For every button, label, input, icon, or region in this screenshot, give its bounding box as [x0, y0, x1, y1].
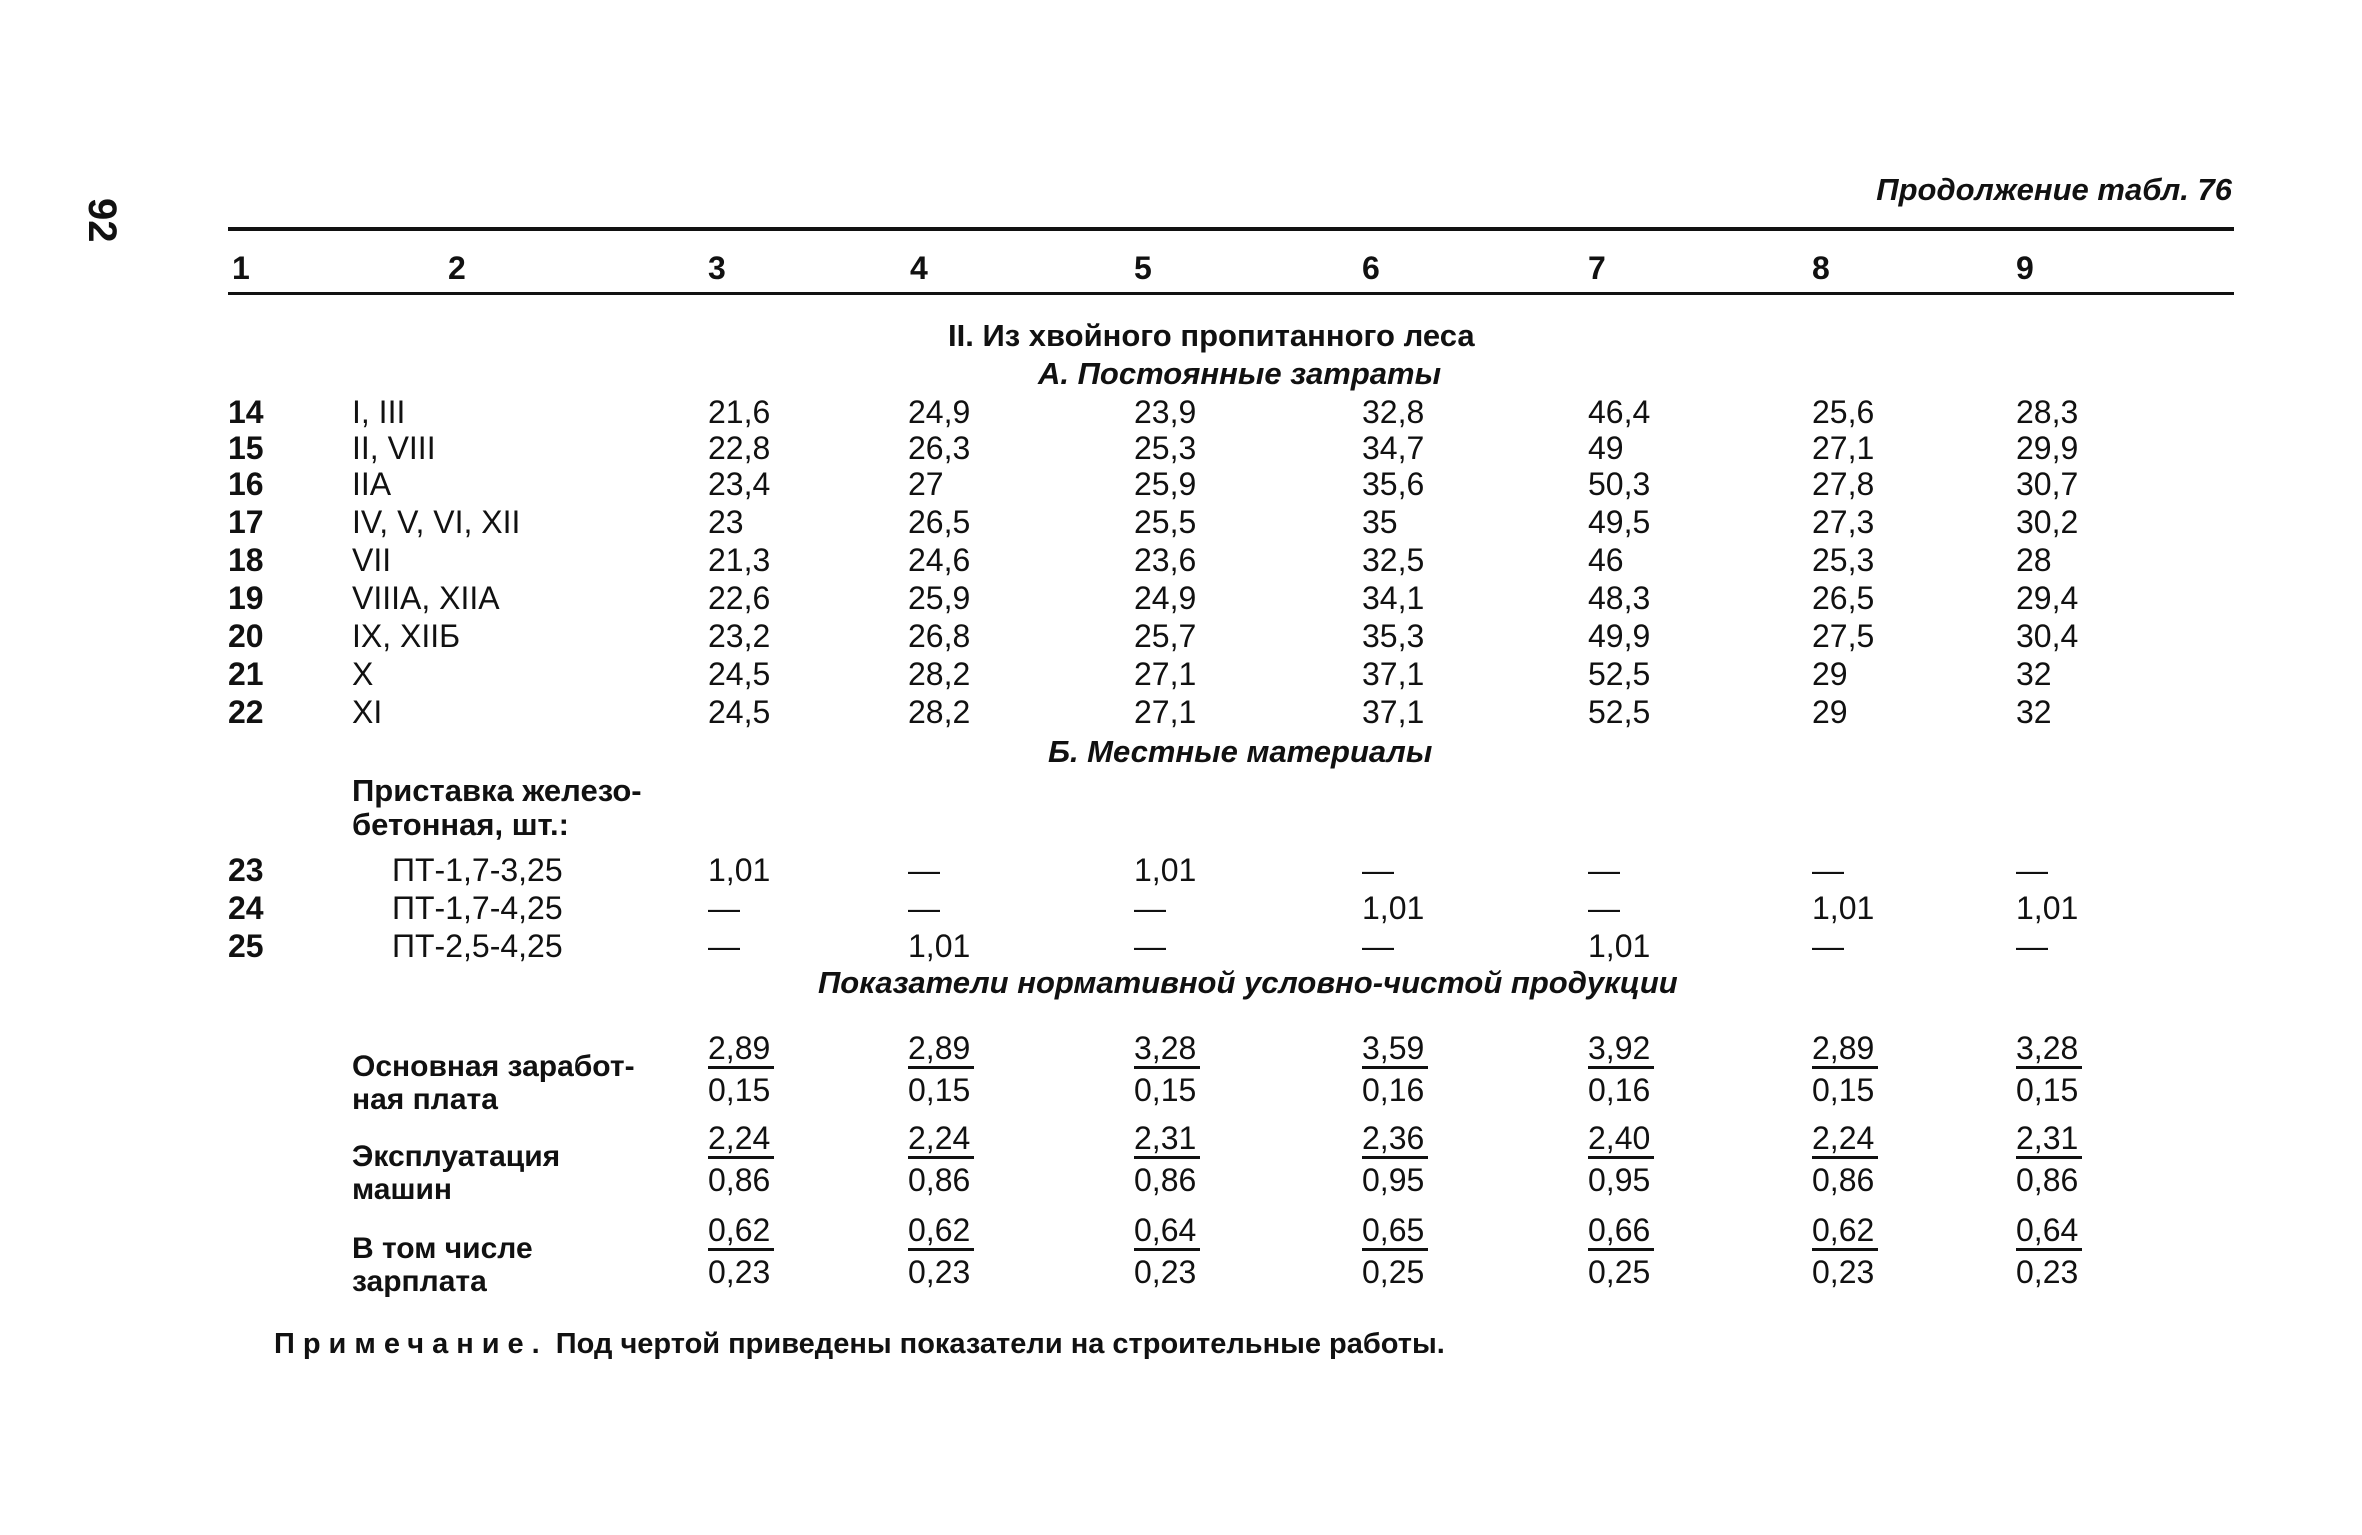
cell-value: — — [1812, 852, 1844, 888]
row-number: 19 — [228, 580, 264, 616]
row-name: IV, V, VI, XII — [352, 504, 521, 540]
fraction-numerator: 2,24 — [908, 1120, 974, 1159]
fraction-denominator: 0,86 — [2016, 1162, 2079, 1198]
fraction-numerator: 0,64 — [1134, 1212, 1200, 1251]
cell-value: 32 — [2016, 656, 2052, 692]
column-header: 6 — [1362, 250, 1380, 286]
cell-value: 30,4 — [2016, 618, 2079, 654]
fraction-cell — [1362, 1030, 1428, 1109]
fraction-numerator: 0,65 — [1362, 1212, 1428, 1251]
row-name: ПТ-2,5-4,25 — [392, 928, 563, 964]
cell-value: 26,3 — [908, 430, 971, 466]
cell-value: 25,9 — [908, 580, 971, 616]
subsection-a: А. Постоянные затраты — [1038, 356, 1442, 391]
indicator-label-line: В том числе — [352, 1232, 533, 1265]
indicator-label-line: зарплата — [352, 1265, 487, 1298]
row-number: 20 — [228, 618, 264, 654]
cell-value: 29,9 — [2016, 430, 2079, 466]
cell-value: — — [1362, 852, 1394, 888]
cell-value: 25,5 — [1134, 504, 1197, 540]
section-title: II. Из хвойного пропитанного леса — [948, 318, 1475, 353]
fraction-denominator: 0,15 — [708, 1072, 771, 1108]
table-row — [0, 542, 2362, 580]
fraction-denominator: 0,25 — [1588, 1254, 1651, 1290]
cell-value: 28 — [2016, 542, 2052, 578]
row-number: 17 — [228, 504, 264, 540]
row-number: 16 — [228, 466, 264, 502]
fraction-cell — [908, 1212, 974, 1291]
cell-value: 22,6 — [708, 580, 771, 616]
fraction-denominator: 0,23 — [908, 1254, 971, 1290]
row-name: VII — [352, 542, 392, 578]
fraction-numerator: 2,24 — [1812, 1120, 1878, 1159]
cell-value: 23,9 — [1134, 394, 1197, 430]
fraction-denominator: 0,95 — [1362, 1162, 1425, 1198]
cell-value: 30,7 — [2016, 466, 2079, 502]
row-number: 24 — [228, 890, 264, 926]
fraction-numerator: 0,62 — [1812, 1212, 1878, 1251]
cell-value: 49,9 — [1588, 618, 1651, 654]
cell-value: — — [908, 890, 940, 926]
fraction-denominator: 0,86 — [1134, 1162, 1197, 1198]
table-row — [0, 928, 2362, 966]
indicator-label-line: Основная заработ- — [352, 1050, 635, 1083]
cell-value: 21,3 — [708, 542, 771, 578]
fraction-numerator: 2,89 — [1812, 1030, 1878, 1069]
cell-value: 22,8 — [708, 430, 771, 466]
fraction-denominator: 0,95 — [1588, 1162, 1651, 1198]
row-number: 22 — [228, 694, 264, 730]
fraction-numerator: 3,59 — [1362, 1030, 1428, 1069]
fraction-cell — [1588, 1030, 1654, 1109]
fraction-numerator: 2,89 — [908, 1030, 974, 1069]
table-top-rule — [228, 227, 2234, 231]
cell-value: 48,3 — [1588, 580, 1651, 616]
cell-value: 32 — [2016, 694, 2052, 730]
cell-value: 1,01 — [1134, 852, 1197, 888]
cell-value: 21,6 — [708, 394, 771, 430]
row-name: X — [352, 656, 374, 692]
fraction-numerator: 2,40 — [1588, 1120, 1654, 1159]
cell-value: 1,01 — [2016, 890, 2079, 926]
fraction-numerator: 0,66 — [1588, 1212, 1654, 1251]
fraction-denominator: 0,86 — [1812, 1162, 1875, 1198]
row-name: II, VIII — [352, 430, 436, 466]
cell-value: 32,5 — [1362, 542, 1425, 578]
cell-value: 24,6 — [908, 542, 971, 578]
cell-value: 28,2 — [908, 656, 971, 692]
cell-value: 34,7 — [1362, 430, 1425, 466]
fraction-cell — [1134, 1120, 1200, 1199]
indicator-label-line: Эксплуатация — [352, 1140, 561, 1173]
fraction-cell — [708, 1120, 774, 1199]
cell-value: 23,4 — [708, 466, 771, 502]
cell-value: 25,3 — [1134, 430, 1197, 466]
column-header: 7 — [1588, 250, 1606, 286]
row-number: 18 — [228, 542, 264, 578]
column-header: 3 — [708, 250, 726, 286]
cell-value: 37,1 — [1362, 656, 1425, 692]
cell-value: 34,1 — [1362, 580, 1425, 616]
fraction-cell — [2016, 1030, 2082, 1109]
cell-value: 50,3 — [1588, 466, 1651, 502]
table-row — [0, 580, 2362, 618]
fraction-cell — [1588, 1212, 1654, 1291]
cell-value: — — [1134, 928, 1166, 964]
cell-value: 27,3 — [1812, 504, 1875, 540]
cell-value: 1,01 — [708, 852, 771, 888]
cell-value: 30,2 — [2016, 504, 2079, 540]
fraction-numerator: 0,62 — [708, 1212, 774, 1251]
cell-value: — — [708, 928, 740, 964]
cell-value: — — [908, 852, 940, 888]
fraction-cell — [1362, 1120, 1428, 1199]
row-number: 23 — [228, 852, 264, 888]
fraction-numerator: 2,89 — [708, 1030, 774, 1069]
cell-value: 23,6 — [1134, 542, 1197, 578]
note-text: Под чертой приведены показатели на строительные работы. — [547, 1328, 1445, 1360]
row-name: VIIIA, XIIA — [352, 580, 500, 616]
fraction-numerator: 2,36 — [1362, 1120, 1428, 1159]
fraction-numerator: 0,62 — [908, 1212, 974, 1251]
cell-value: 28,3 — [2016, 394, 2079, 430]
cell-value: 32,8 — [1362, 394, 1425, 430]
row-name: IIA — [352, 466, 392, 502]
continuation-title: Продолжение табл. 76 — [1876, 172, 2232, 207]
cell-value: — — [2016, 928, 2048, 964]
cell-value: 29 — [1812, 656, 1848, 692]
column-header: 5 — [1134, 250, 1152, 286]
indicator-label — [352, 1050, 662, 1116]
column-header: 1 — [232, 250, 250, 286]
cell-value: 24,5 — [708, 656, 771, 692]
cell-value: 49,5 — [1588, 504, 1651, 540]
column-header: 9 — [2016, 250, 2034, 286]
row-name: ПТ-1,7-4,25 — [392, 890, 563, 926]
fraction-cell — [1134, 1212, 1200, 1291]
fraction-numerator: 0,64 — [2016, 1212, 2082, 1251]
fraction-denominator: 0,86 — [708, 1162, 771, 1198]
cell-value: 26,5 — [1812, 580, 1875, 616]
cell-value: 1,01 — [908, 928, 971, 964]
column-header: 8 — [1812, 250, 1830, 286]
table-row — [0, 394, 2362, 432]
row-number: 25 — [228, 928, 264, 964]
fraction-denominator: 0,15 — [908, 1072, 971, 1108]
cell-value: — — [1588, 852, 1620, 888]
cell-value: 27,1 — [1134, 694, 1197, 730]
fraction-denominator: 0,23 — [2016, 1254, 2079, 1290]
fraction-denominator: 0,23 — [708, 1254, 771, 1290]
fraction-cell — [908, 1120, 974, 1199]
row-name: XI — [352, 694, 383, 730]
fraction-denominator: 0,25 — [1362, 1254, 1425, 1290]
table-row — [0, 504, 2362, 542]
note-word: Примечание. — [274, 1328, 548, 1360]
fraction-cell — [2016, 1120, 2082, 1199]
table-row — [0, 694, 2362, 732]
fraction-numerator: 2,24 — [708, 1120, 774, 1159]
cell-value: 25,6 — [1812, 394, 1875, 430]
fraction-numerator: 3,28 — [1134, 1030, 1200, 1069]
table-header-rule — [228, 292, 2234, 295]
cell-value: 29 — [1812, 694, 1848, 730]
cell-value: 37,1 — [1362, 694, 1425, 730]
indicator-label — [352, 1232, 662, 1298]
fraction-numerator: 3,28 — [2016, 1030, 2082, 1069]
cell-value: 27,5 — [1812, 618, 1875, 654]
fraction-cell — [1362, 1212, 1428, 1291]
fraction-denominator: 0,86 — [908, 1162, 971, 1198]
subsection-c: Показатели нормативной условно-чистой продукции — [818, 965, 1678, 1000]
cell-value: 26,5 — [908, 504, 971, 540]
fraction-cell — [1812, 1212, 1878, 1291]
cell-value: 1,01 — [1588, 928, 1651, 964]
indicator-label — [352, 1140, 662, 1206]
fraction-cell — [708, 1212, 774, 1291]
table-row — [0, 890, 2362, 928]
fraction-cell — [1812, 1120, 1878, 1199]
fraction-denominator: 0,15 — [1812, 1072, 1875, 1108]
cell-value: 24,9 — [1134, 580, 1197, 616]
cell-value: 27 — [908, 466, 944, 502]
cell-value: 52,5 — [1588, 694, 1651, 730]
cell-value: — — [2016, 852, 2048, 888]
cell-value: 26,8 — [908, 618, 971, 654]
column-header: 2 — [448, 250, 466, 286]
row-number: 14 — [228, 394, 264, 430]
cell-value: 52,5 — [1588, 656, 1651, 692]
column-header: 4 — [910, 250, 928, 286]
cell-value: 25,3 — [1812, 542, 1875, 578]
cell-value: 24,5 — [708, 694, 771, 730]
row-name: IX, XIIБ — [352, 618, 461, 654]
cell-value: 49 — [1588, 430, 1624, 466]
fraction-cell — [908, 1030, 974, 1109]
fraction-denominator: 0,16 — [1362, 1072, 1425, 1108]
fraction-numerator: 2,31 — [2016, 1120, 2082, 1159]
pristavka-label — [352, 774, 642, 842]
cell-value: 46,4 — [1588, 394, 1651, 430]
cell-value: — — [1362, 928, 1394, 964]
fraction-cell — [1812, 1030, 1878, 1109]
page-number: 92 — [80, 198, 124, 243]
pristavka-label-line: бетонная, шт.: — [352, 807, 569, 842]
fraction-numerator: 2,31 — [1134, 1120, 1200, 1159]
indicator-label-line: машин — [352, 1173, 453, 1206]
fraction-cell — [2016, 1212, 2082, 1291]
note — [274, 1328, 1445, 1361]
cell-value: 25,7 — [1134, 618, 1197, 654]
row-number: 15 — [228, 430, 264, 466]
cell-value: 27,8 — [1812, 466, 1875, 502]
row-number: 21 — [228, 656, 264, 692]
fraction-cell — [1588, 1120, 1654, 1199]
table-row — [0, 618, 2362, 656]
cell-value: 25,9 — [1134, 466, 1197, 502]
cell-value: 23,2 — [708, 618, 771, 654]
cell-value: 23 — [708, 504, 744, 540]
cell-value: 35,6 — [1362, 466, 1425, 502]
cell-value: 1,01 — [1812, 890, 1875, 926]
subsection-b: Б. Местные материалы — [1048, 734, 1433, 769]
fraction-denominator: 0,16 — [1588, 1072, 1651, 1108]
table-row — [0, 430, 2362, 468]
cell-value: — — [1134, 890, 1166, 926]
fraction-cell — [708, 1030, 774, 1109]
cell-value: 1,01 — [1362, 890, 1425, 926]
table-row — [0, 656, 2362, 694]
cell-value: 27,1 — [1134, 656, 1197, 692]
cell-value: — — [708, 890, 740, 926]
fraction-denominator: 0,23 — [1812, 1254, 1875, 1290]
fraction-denominator: 0,23 — [1134, 1254, 1197, 1290]
table-row — [0, 852, 2362, 890]
fraction-cell — [1134, 1030, 1200, 1109]
pristavka-label-line: Приставка железо- — [352, 773, 642, 808]
fraction-numerator: 3,92 — [1588, 1030, 1654, 1069]
cell-value: — — [1812, 928, 1844, 964]
cell-value: 35,3 — [1362, 618, 1425, 654]
row-name: I, III — [352, 394, 406, 430]
cell-value: 28,2 — [908, 694, 971, 730]
fraction-denominator: 0,15 — [2016, 1072, 2079, 1108]
cell-value: 46 — [1588, 542, 1624, 578]
cell-value: 24,9 — [908, 394, 971, 430]
indicator-label-line: ная плата — [352, 1083, 498, 1116]
cell-value: 35 — [1362, 504, 1398, 540]
cell-value: — — [1588, 890, 1620, 926]
table-row — [0, 466, 2362, 504]
cell-value: 29,4 — [2016, 580, 2079, 616]
cell-value: 27,1 — [1812, 430, 1875, 466]
fraction-denominator: 0,15 — [1134, 1072, 1197, 1108]
row-name: ПТ-1,7-3,25 — [392, 852, 563, 888]
